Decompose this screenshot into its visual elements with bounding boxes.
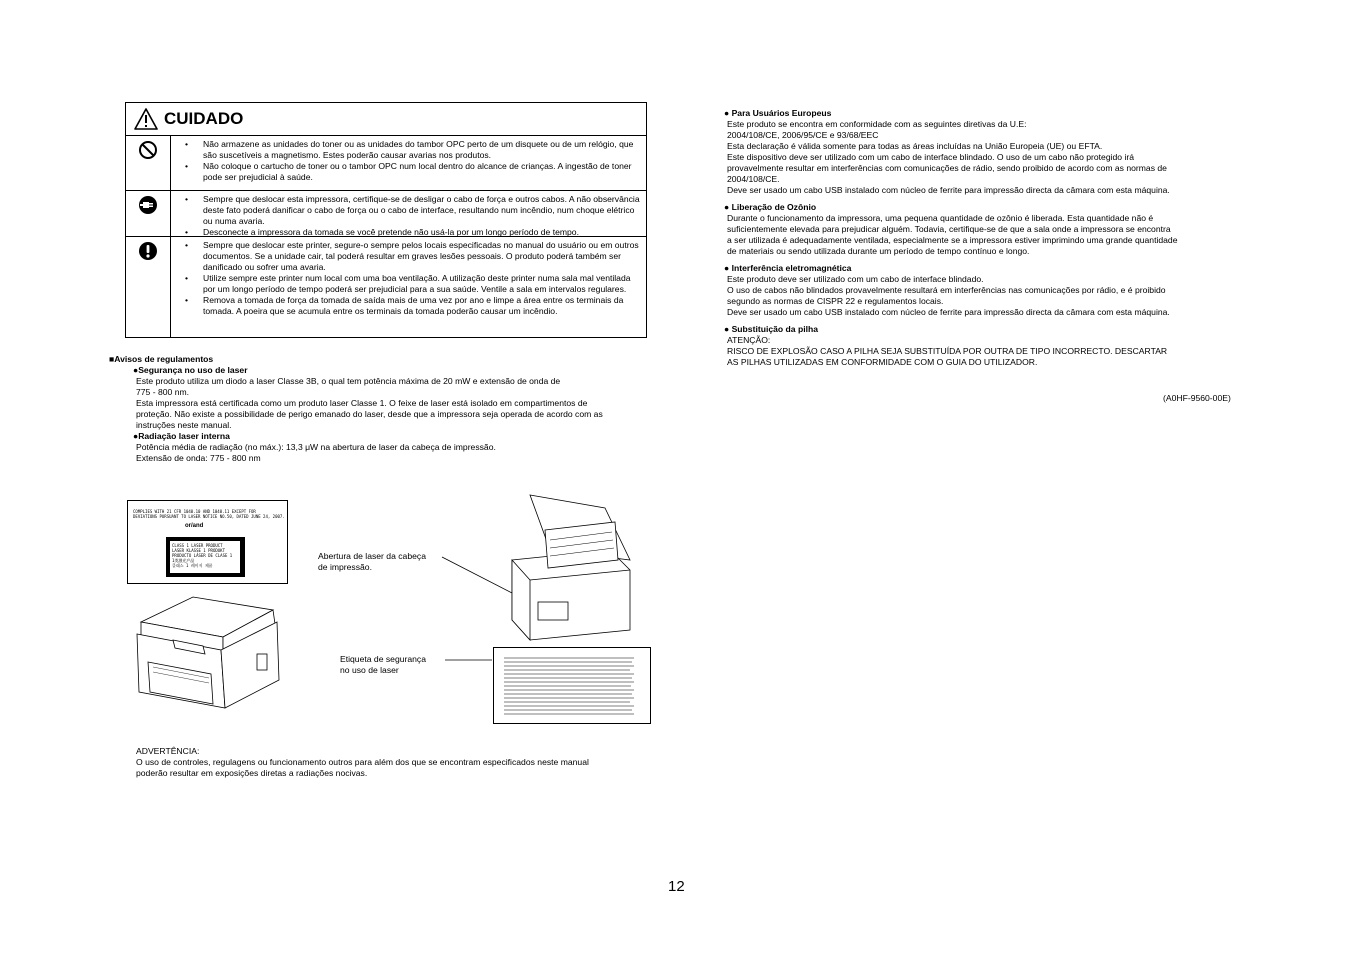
compliance-label	[127, 500, 288, 584]
body-line: suficientemente elevada para prejudicar alguém. Todavia, certifique-se de que a sala onde a impressora se encontra	[727, 224, 1171, 234]
body-line: AS PILHAS UTILIZADAS EM CONFORMIDADE COM O GUIA DO UTILIZADOR.	[727, 357, 1038, 367]
label-line: CLASS 1 LASER PRODUCT	[172, 543, 223, 548]
warning-triangle-icon	[134, 107, 158, 131]
caution-item: • Remova a tomada de força da tomada de saída mais de uma vez por ano e limpe a área entre os terminais da tomada. A poeira que se acumula entre os terminais da tomada poderão causar um incêndio.	[185, 295, 640, 317]
callout-line: Abertura de laser da cabeça	[318, 551, 426, 561]
printer-closed-illustration	[133, 592, 283, 710]
unplug-icon	[138, 195, 158, 215]
body-line: instruções neste manual.	[136, 420, 232, 430]
caution-title: CUIDADO	[164, 109, 244, 128]
body-line: 775 - 800 nm.	[136, 387, 190, 397]
class1-label	[166, 537, 245, 577]
caution-row	[126, 191, 646, 237]
caution-item: • Utilize sempre este printer num local com uma boa ventilação. A utilização deste printer numa sala mal ventilada por um longo período de tempo poderá ser prejudicial para a sua saúde. Ventile a sala em intervalos regulares.	[185, 273, 640, 295]
body-line: Esta declaração é válida somente para todas as áreas incluídas na União Europeia (UE) ou EFTA.	[727, 141, 1103, 151]
label-line: PRODUCTO LÁSER DE CLASE 1	[172, 553, 233, 558]
caution-item: • Não armazene as unidades do toner ou as unidades do tambor OPC perto de um disquete ou de um relógio, que são suscetíveis a magnetismo. Estes poderão causar avarias nos produtos.	[185, 139, 640, 161]
callout-line: Etiqueta de segurança	[340, 654, 427, 664]
caution-header	[126, 103, 646, 136]
section-battery	[724, 324, 1244, 368]
body-line: Este produto deve ser utilizado com um cabo de interface blindado.	[727, 274, 984, 284]
body-line: a ser utilizada é adequadamente ventilada, especialmente se a impressora estiver imprimindo uma grande quantidade	[727, 235, 1178, 245]
warning-section	[136, 746, 656, 779]
body-line: 2004/108/CE, 2006/95/CE e 93/68/EEC	[727, 130, 879, 140]
body-line: segundo as normas de CISPR 22 e regulamentos locais.	[727, 296, 944, 306]
body-line: RISCO DE EXPLOSÃO CASO A PILHA SEJA SUBSTITUÍDA POR OUTRA DE TIPO INCORRECTO. DESCARTAR	[727, 346, 1168, 356]
exclamation-icon	[138, 241, 158, 261]
callout-line: de impressão.	[318, 562, 372, 572]
caution-box	[125, 102, 647, 338]
caution-row	[126, 237, 646, 338]
body-line: 2004/108/CE.	[727, 174, 780, 184]
body-line: Esta impressora está certificada como um produto laser Classe 1. O feixe de laser está isolado em compartimentos de	[136, 398, 588, 408]
body-line: Potência média de radiação (no máx.): 13,3 μW na abertura de laser da cabeça de impressão.	[136, 442, 496, 452]
laser-safety-label	[493, 647, 651, 724]
caution-item: • Não coloque o cartucho de toner ou o tambor OPC num local dentro do alcance de crianças. A ingestão de toner pode ser prejudicial à saúde.	[185, 161, 640, 183]
section-european-users	[724, 108, 1244, 196]
caution-item: • Sempre que deslocar esta impressora, certifique-se de desligar o cabo de força e outros cabos. A não observância deste fato poderá danificar o cabo de força ou o cabo de interface, resultando num incêndio, num choque elétrico ou numa avaria.	[185, 194, 640, 227]
laser-safety-title: ●Segurança no uso de laser	[133, 365, 248, 375]
section-title: ● Para Usuários Europeus	[724, 108, 832, 118]
label-line: LASER KLASSE 1 PRODUKT	[172, 548, 225, 553]
prohibition-icon	[138, 140, 158, 160]
caution-item: • Desconecte a impressora da tomada se você pretende não usá-la por um longo período de tempo.	[185, 227, 640, 238]
section-emi	[724, 263, 1244, 318]
doc-code: (A0HF-9560-00E)	[1163, 393, 1231, 403]
label-or: or/and	[185, 523, 204, 529]
body-line: Este dispositivo deve ser utilizado com um cabo de interface blindado. O uso de um cabo não protegido irá	[727, 152, 1135, 162]
printer-open-illustration	[380, 490, 650, 670]
callout-line: no uso de laser	[340, 665, 399, 675]
right-column	[724, 108, 1244, 368]
caution-row	[126, 136, 646, 191]
section-ozone	[724, 202, 1244, 257]
body-line: Durante o funcionamento da impressora, uma pequena quantidade de ozônio é liberada. Esta quantidade não é	[727, 213, 1154, 223]
body-line: poderão resultar em exposições diretas a radiações nocivas.	[136, 768, 368, 778]
caution-item: • Sempre que deslocar este printer, segure-o sempre pelos locais especificadas no manual do usuário ou em outros documentos. Se a unidade cair, tal poderá resultar em graves lesões pessoais. O produto poderá também ser danificado ou sofrer uma avaria.	[185, 240, 640, 273]
label-text-lines	[494, 648, 650, 723]
body-line: Deve ser usado um cabo USB instalado com núcleo de ferrite para impressão directa da câmara com esta máquina.	[727, 307, 1170, 317]
body-line: Deve ser usado um cabo USB instalado com núcleo de ferrite para impressão directa da câmara com esta máquina.	[727, 185, 1170, 195]
body-line: O uso de controles, regulagens ou funcionamento outros para além dos que se encontram especificados neste manual	[136, 757, 589, 767]
body-line: provavelmente resultar em interferências com comunicações de rádio, sendo proibido de acordo com as normas de	[727, 163, 1167, 173]
body-line: de materiais ou sendo utilizada durante um período de tempo contínuo e longo.	[727, 246, 1030, 256]
label-line: 1类激光产品	[172, 558, 195, 563]
section-title: ● Interferência eletromagnética	[724, 263, 852, 273]
warning-title: ADVERTÊNCIA:	[136, 746, 200, 756]
label-line: 클래스 1 레이저 제품	[172, 563, 213, 568]
radiation-title: ●Radiação laser interna	[133, 431, 230, 441]
body-line: ATENÇÃO:	[727, 335, 771, 345]
section-title: ● Liberação de Ozônio	[724, 202, 817, 212]
label-line: COMPLIES WITH 21 CFR 1040.10 AND 1040.11 EXCEPT FOR	[133, 509, 256, 514]
body-line: Extensão de onda: 775 - 800 nm	[136, 453, 261, 463]
body-line: Este produto se encontra em conformidade com as seguintes diretivas da U.E:	[727, 119, 1027, 129]
body-line: Este produto utiliza um diodo a laser Classe 3B, o qual tem potência máxima de 20 mW e extensão de onda de	[136, 376, 561, 386]
label-line: DEVIATIONS PURSUANT TO LASER NOTICE NO.50, DATED JUNE 24, 2007.	[133, 514, 285, 519]
body-line: proteção. Não existe a possibilidade de perigo emanado do laser, desde que a impressora seja operada de acordo com as	[136, 409, 603, 419]
section-title: ● Substituição da pilha	[724, 324, 819, 334]
regulations-heading: ■Avisos de regulamentos	[109, 354, 214, 364]
regulations-section	[109, 354, 669, 464]
page-number: 12	[668, 878, 685, 895]
body-line: O uso de cabos não blindados provavelmente resultará em interferências nas comunicações por rádio, e é proibido	[727, 285, 1166, 295]
